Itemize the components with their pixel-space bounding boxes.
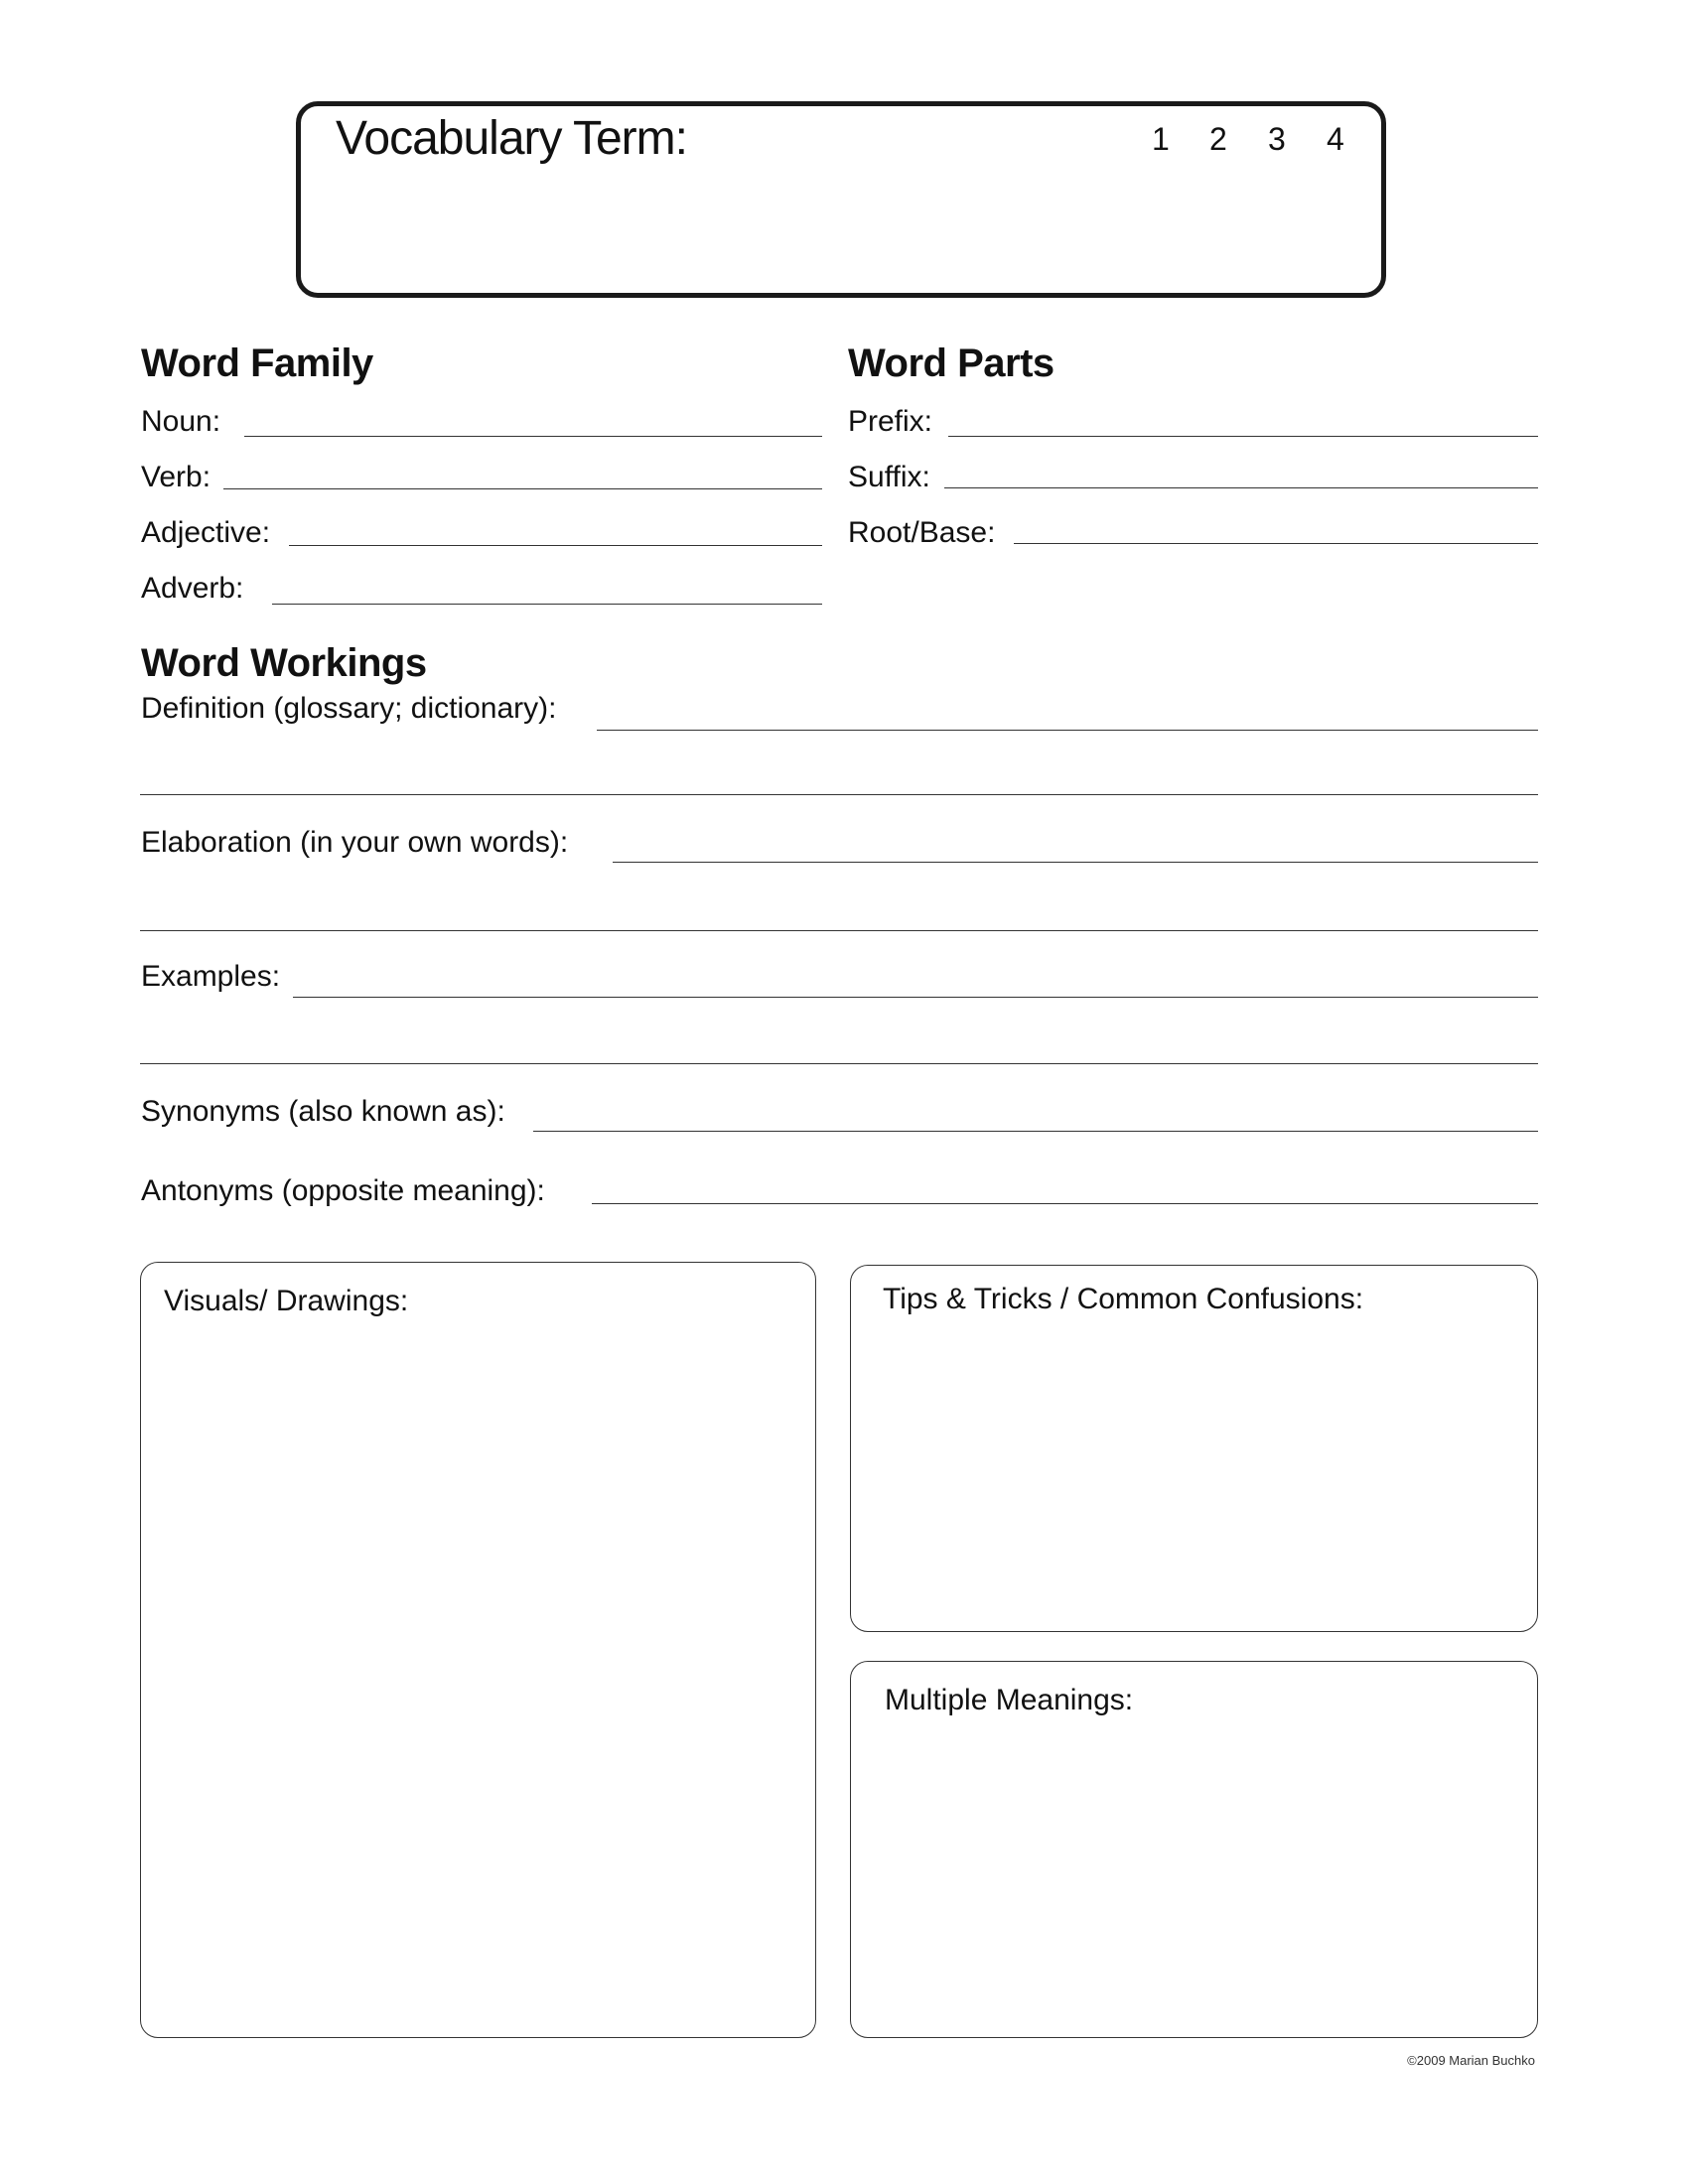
suffix-label: Suffix: — [848, 461, 930, 493]
suffix-field[interactable] — [944, 487, 1538, 488]
verb-label: Verb: — [141, 461, 211, 493]
adjective-field[interactable] — [289, 545, 822, 546]
definition-field[interactable] — [597, 730, 1538, 731]
antonyms-field[interactable] — [592, 1203, 1538, 1204]
verb-field[interactable] — [223, 488, 822, 489]
vocabulary-term-label: Vocabulary Term: — [336, 112, 687, 165]
elaboration-field-line-2[interactable] — [140, 930, 1538, 931]
word-family-heading: Word Family — [141, 341, 373, 385]
examples-field[interactable] — [293, 997, 1538, 998]
examples-field-line-2[interactable] — [140, 1063, 1538, 1064]
visuals-drawings-label: Visuals/ Drawings: — [164, 1285, 409, 1317]
visuals-drawings-box[interactable] — [140, 1262, 816, 2038]
adverb-field[interactable] — [272, 604, 822, 605]
copyright-footer: ©2009 Marian Buchko — [1407, 2053, 1535, 2068]
multiple-meanings-label: Multiple Meanings: — [885, 1684, 1134, 1716]
elaboration-label: Elaboration (in your own words): — [141, 826, 569, 859]
prefix-label: Prefix: — [848, 405, 933, 438]
adverb-label: Adverb: — [141, 572, 244, 605]
noun-label: Noun: — [141, 405, 221, 438]
adjective-label: Adjective: — [141, 516, 271, 549]
rating-2[interactable]: 2 — [1209, 121, 1227, 157]
examples-label: Examples: — [141, 960, 281, 993]
root-base-label: Root/Base: — [848, 516, 996, 549]
prefix-field[interactable] — [948, 436, 1538, 437]
synonyms-field[interactable] — [533, 1131, 1538, 1132]
elaboration-field[interactable] — [613, 862, 1538, 863]
rating-3[interactable]: 3 — [1268, 121, 1286, 157]
rating-4[interactable]: 4 — [1327, 121, 1344, 157]
definition-label: Definition (glossary; dictionary): — [141, 692, 557, 725]
definition-field-line-2[interactable] — [140, 794, 1538, 795]
rating-1[interactable]: 1 — [1152, 121, 1170, 157]
word-workings-heading: Word Workings — [141, 641, 427, 685]
multiple-meanings-box[interactable] — [850, 1661, 1538, 2038]
antonyms-label: Antonyms (opposite meaning): — [141, 1174, 545, 1207]
root-base-field[interactable] — [1014, 543, 1538, 544]
tips-tricks-box[interactable] — [850, 1265, 1538, 1632]
word-parts-heading: Word Parts — [848, 341, 1055, 385]
noun-field[interactable] — [244, 436, 822, 437]
tips-tricks-label: Tips & Tricks / Common Confusions: — [883, 1283, 1364, 1315]
synonyms-label: Synonyms (also known as): — [141, 1095, 505, 1128]
